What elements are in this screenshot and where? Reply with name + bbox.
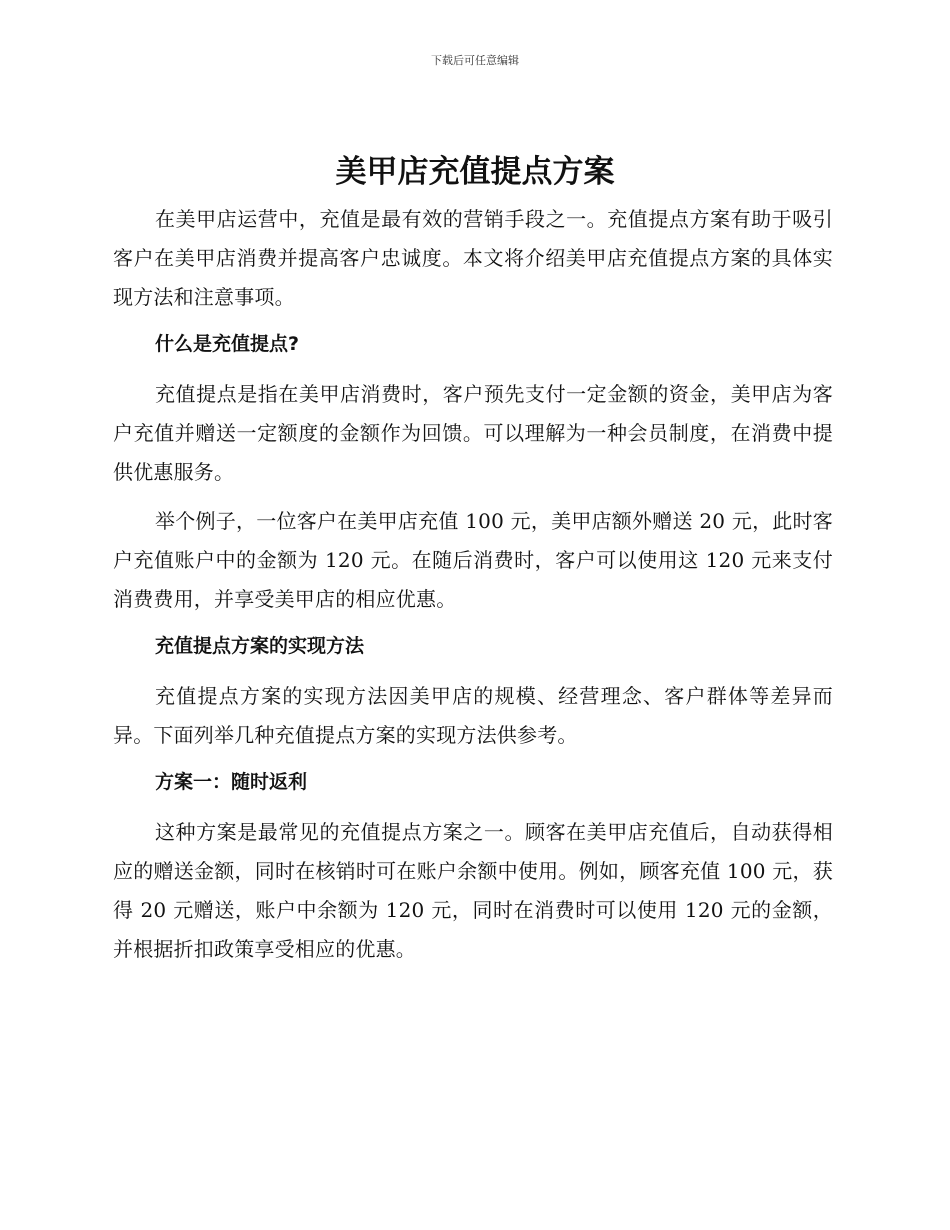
paragraph-plan-one: 这种方案是最常见的充值提点方案之一。顾客在美甲店充值后，自动获得相应的赠送金额，同时在核销时可在账户余额中使用。例如，顾客充值 100 元，获得 20 元赠送，账户中余额为 120 元，同时在消费时可以使用 120 元的金额，并根据折扣政策享受相应的优惠。 bbox=[113, 820, 833, 961]
section-heading-what-is: 什么是充值提点? bbox=[155, 333, 300, 355]
paragraph-example: 举个例子，一位客户在美甲店充值 100 元，美甲店额外赠送 20 元，此时客户充值账户中的金额为 120 元。在随后消费时，客户可以使用这 120 元来支付消费费用，并享受美甲店的相应优惠。 bbox=[113, 509, 833, 611]
section-heading-plan-one: 方案一：随时返利 bbox=[155, 771, 308, 793]
document-body bbox=[113, 200, 833, 979]
document-title: 美甲店充值提点方案 bbox=[335, 154, 615, 190]
paragraph-methods: 充值提点方案的实现方法因美甲店的规模、经营理念、客户群体等差异而异。下面列举几种充值提点方案的实现方法供参考。 bbox=[113, 684, 833, 747]
intro-paragraph: 在美甲店运营中，充值是最有效的营销手段之一。充值提点方案有助于吸引客户在美甲店消费并提高客户忠诚度。本文将介绍美甲店充值提点方案的具体实现方法和注意事项。 bbox=[113, 207, 833, 309]
section-heading-methods: 充值提点方案的实现方法 bbox=[155, 635, 365, 657]
page-header: 下载后可任意编辑 bbox=[431, 54, 519, 67]
paragraph-definition: 充值提点是指在美甲店消费时，客户预先支付一定金额的资金，美甲店为客户充值并赠送一定额度的金额作为回馈。可以理解为一种会员制度，在消费中提供优惠服务。 bbox=[113, 382, 833, 484]
